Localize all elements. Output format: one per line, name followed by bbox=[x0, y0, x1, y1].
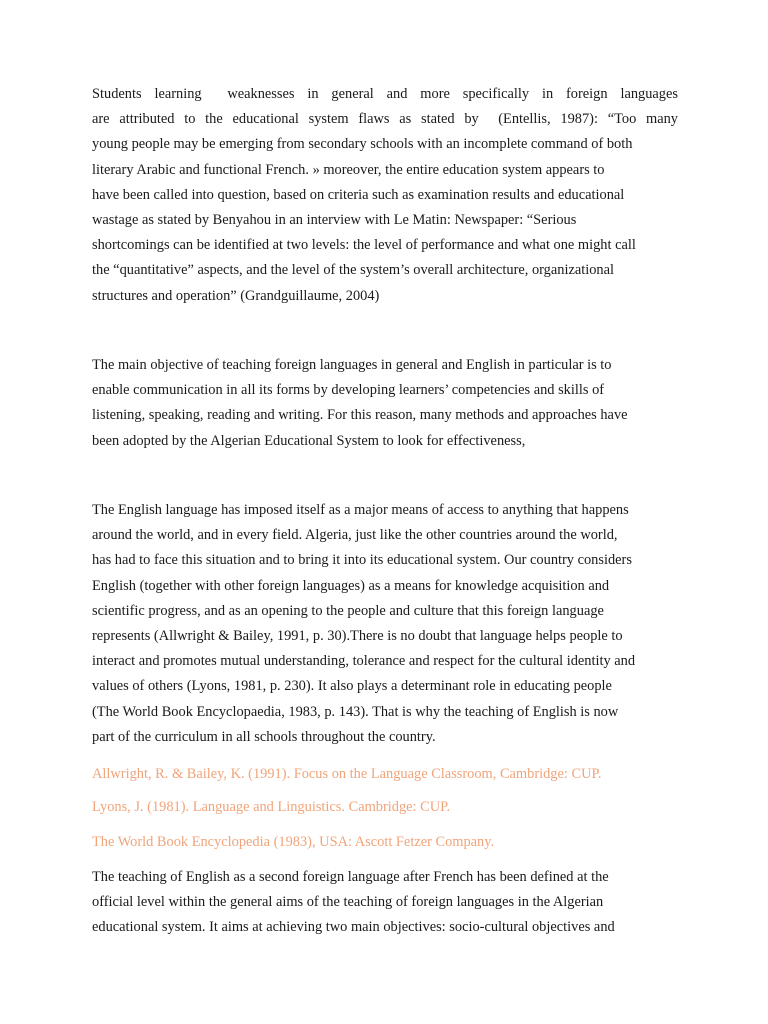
text-line: the “quantitative” aspects, and the level of the system’s overall architecture, organizational bbox=[92, 262, 614, 279]
text-line: structures and operation” (Grandguillaume, 2004) bbox=[92, 287, 380, 304]
text-line: young people may be emerging from secondary schools with an incomplete command of both bbox=[92, 136, 633, 153]
paragraph-teaching-english bbox=[92, 865, 678, 941]
text-line: English (together with other foreign languages) as a means for knowledge acquisition and bbox=[92, 577, 610, 594]
text-line: values of others (Lyons, 1981, p. 230). It also plays a determinant role in educating people bbox=[92, 678, 612, 695]
text-line: shortcomings can be identified at two levels: the level of performance and what one might call bbox=[92, 237, 636, 254]
text-line: The main objective of teaching foreign languages in general and English in particular is to bbox=[92, 357, 612, 373]
text-line: enable communication in all its forms by developing learners’ competencies and skills of bbox=[92, 382, 605, 399]
text-line: been adopted by the Algerian Educational System to look for effectiveness, bbox=[92, 432, 526, 449]
text-line: around the world, and in every field. Algeria, just like the other countries around the world, bbox=[92, 527, 618, 544]
paragraph-english-language bbox=[92, 498, 678, 750]
text-line: The teaching of English as a second foreign language after French has been defined at the bbox=[92, 869, 609, 885]
text-line: official level within the general aims of the teaching of foreign languages in the Algerian bbox=[92, 894, 604, 911]
text-line: part of the curriculum in all schools throughout the country. bbox=[92, 728, 436, 745]
text-line: literary Arabic and functional French. » moreover, the entire education system appears to bbox=[92, 161, 605, 178]
reference-world-book: The World Book Encyclopedia (1983), USA: Ascott Fetzer Company. bbox=[92, 834, 495, 850]
text-line: (The World Book Encyclopaedia, 1983, p. 143). That is why the teaching of English is now bbox=[92, 703, 619, 720]
reference-allwright: Allwright, R. & Bailey, K. (1991). Focus on the Language Classroom, Cambridge: CUP. bbox=[92, 766, 602, 782]
text-line: educational system. It aims at achieving two main objectives: socio-cultural objectives and bbox=[92, 919, 615, 936]
text-line: The English language has imposed itself as a major means of access to anything that happens bbox=[92, 502, 629, 518]
paragraph-main-objective bbox=[92, 353, 678, 454]
text-line: have been called into question, based on criteria such as examination results and educational bbox=[92, 186, 625, 203]
text-line: represents (Allwright & Bailey, 1991, p. 30).There is no doubt that language helps people to bbox=[92, 628, 623, 645]
text-line: scientific progress, and as an opening to the people and culture that this foreign language bbox=[92, 602, 604, 619]
text-line: are attributed to the educational system flaws as stated by (Entellis, 1987): “Too many bbox=[92, 111, 678, 128]
text-line: Students learning weaknesses in general and more specifically in foreign languages bbox=[92, 86, 678, 102]
text-line: interact and promotes mutual understanding, tolerance and respect for the cultural identity and bbox=[92, 653, 636, 670]
text-line: wastage as stated by Benyahou in an interview with Le Matin: Newspaper: “Serious bbox=[92, 212, 577, 229]
reference-lyons: Lyons, J. (1981). Language and Linguistics. Cambridge: CUP. bbox=[92, 799, 451, 815]
text-line: listening, speaking, reading and writing. For this reason, many methods and approaches have bbox=[92, 407, 628, 424]
paragraph-weaknesses bbox=[92, 82, 678, 309]
text-line: has had to face this situation and to bring it into its educational system. Our country considers bbox=[92, 552, 632, 569]
